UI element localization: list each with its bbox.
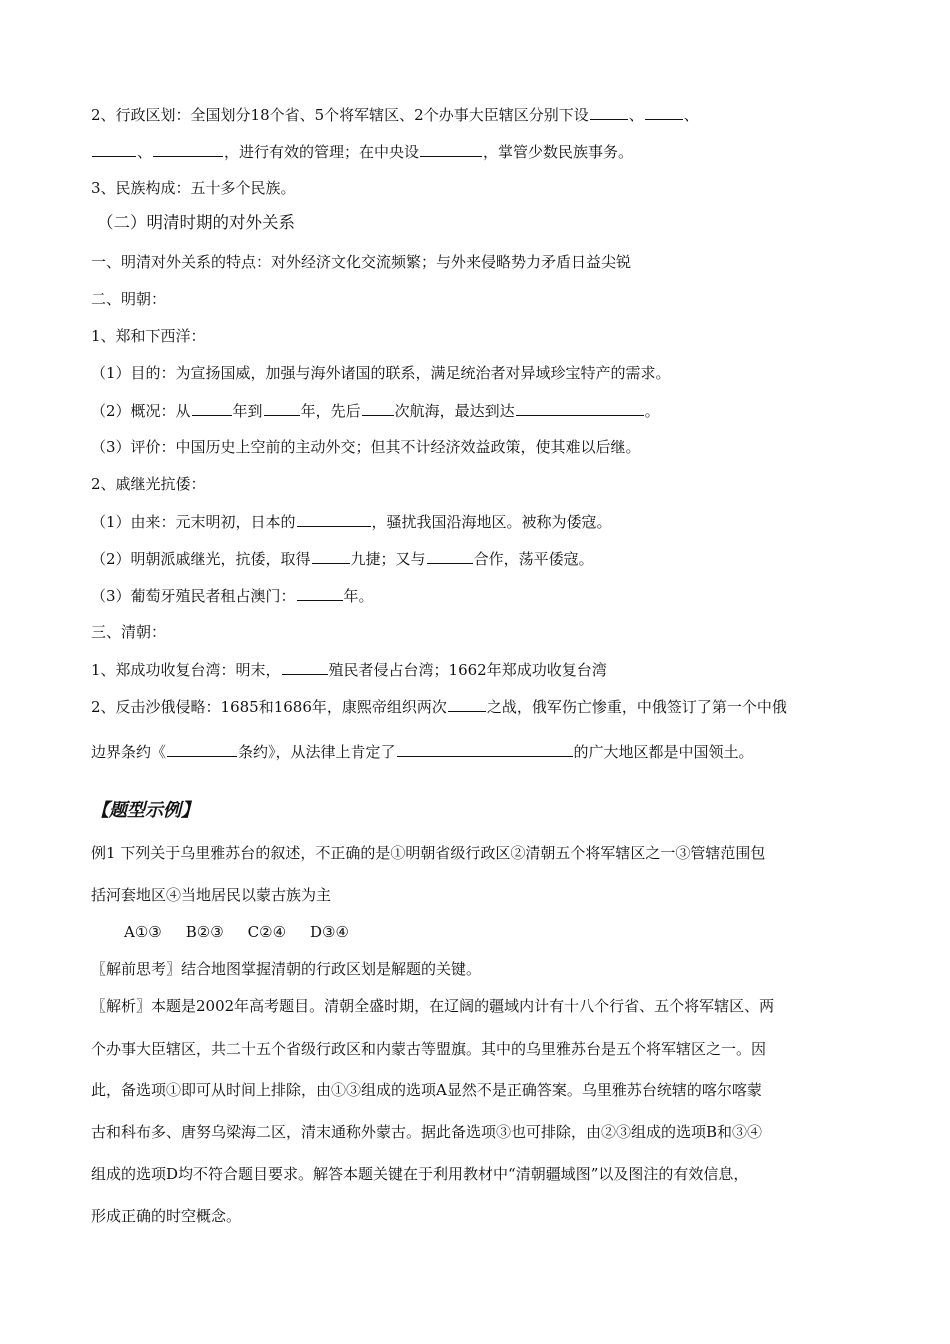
- fill-blank: [297, 511, 371, 527]
- text-segment: ，掌管少数民族事务。: [483, 143, 634, 161]
- text-segment: 边界条约《: [91, 743, 167, 761]
- analysis-line: 个办事大臣辖区，共二十五个省级行政区和内蒙古等盟旗。其中的乌里雅苏台是五个将军辖区之一。因: [91, 1040, 767, 1058]
- admin-division-line-2: [91, 141, 633, 162]
- text-segment: 次航海，最达到达: [394, 402, 515, 420]
- text-line: 一、明清对外关系的特点：对外经济文化交流频繁；与外来侵略势力矛盾日益尖锐: [91, 253, 632, 271]
- fill-blank: [192, 400, 232, 416]
- fill-blank: [516, 400, 644, 416]
- text-line: （1）目的：为宣扬国威，加强与海外诸国的联系，满足统治者对异域珍宝特产的需求。: [91, 364, 671, 382]
- text-segment: 合作，荡平倭寇。: [473, 550, 594, 568]
- text-segment: 2、行政区划：全国划分18个省、5个将军辖区、2个办事大臣辖区分别下设: [91, 106, 589, 124]
- option-a: A①③: [124, 923, 162, 941]
- text-segment: 条约》，从法律上肯定了: [238, 743, 396, 761]
- ethnic-composition-line: 3、民族构成：五十多个民族。: [91, 179, 296, 197]
- text-segment: 殖民者侵占台湾；1662年郑成功收复台湾: [328, 661, 607, 679]
- fill-blank: [590, 104, 628, 120]
- fill-blank: [312, 548, 350, 564]
- text-segment: （2）概况：从: [91, 402, 191, 420]
- fill-blank: [427, 548, 473, 564]
- text-line: [91, 548, 594, 569]
- text-line: [91, 585, 374, 606]
- text-segment: 、: [683, 106, 699, 124]
- analysis-line: 形成正确的时空概念。: [91, 1207, 242, 1225]
- text-segment: 年。: [343, 587, 374, 605]
- text-line: 三、清朝：: [91, 623, 167, 641]
- text-segment: 。: [644, 402, 660, 420]
- admin-division-line: [91, 104, 699, 125]
- text-line: [91, 400, 660, 421]
- analysis-line: 此，备选项①即可从时间上排除，由①③组成的选项A显然不是正确答案。乌里雅苏台统辖的喀尔喀蒙: [91, 1081, 762, 1099]
- question-line: 例1 下列关于乌里雅苏台的叙述，不正确的是①明朝省级行政区②清朝五个将军辖区之一③管辖范围包: [91, 844, 766, 862]
- fill-blank: [397, 741, 573, 757]
- fill-blank: [153, 141, 223, 157]
- text-segment: 、: [628, 106, 644, 124]
- text-segment: 年到: [232, 402, 263, 420]
- text-segment: 2、反击沙俄侵略：1685和1686年，康熙帝组织两次: [91, 698, 447, 716]
- fill-blank: [282, 659, 328, 675]
- text-segment: ，进行有效的管理；在中央设: [224, 143, 420, 161]
- text-segment: ，骚扰我国沿海地区。被称为倭寇。: [371, 513, 612, 531]
- analysis-line: 组成的选项D均不符合题目要求。解答本题关键在于利用教材中“清朝疆域图”以及图注的有效信息，: [91, 1165, 749, 1183]
- pre-thinking-line: 〖解前思考〗结合地图掌握清朝的行政区划是解题的关键。: [91, 960, 482, 978]
- text-line: 二、明朝：: [91, 290, 167, 308]
- fill-blank: [362, 400, 394, 416]
- fill-blank: [448, 696, 486, 712]
- text-segment: （3）葡萄牙殖民者租占澳门：: [91, 587, 296, 605]
- question-line: 括河套地区④当地居民以蒙古族为主: [91, 886, 332, 904]
- option-d: D③④: [310, 923, 349, 941]
- analysis-line: 古和科布多、唐努乌梁海二区，清末通称外蒙古。据此备选项③也可排除，由②③组成的选项B和③④: [91, 1123, 763, 1141]
- text-line: [91, 511, 612, 532]
- fill-blank: [420, 141, 482, 157]
- text-line: [91, 659, 607, 680]
- text-line: [91, 696, 787, 717]
- answer-options: [124, 922, 373, 942]
- text-line: 1、郑和下西洋：: [91, 327, 206, 345]
- text-segment: 的广大地区都是中国领土。: [573, 743, 754, 761]
- fill-blank: [645, 104, 683, 120]
- fill-blank: [264, 400, 300, 416]
- analysis-line: 〖解析〗本题是2002年高考题目。清朝全盛时期，在辽阔的疆域内计有十八个行省、五个将军辖区、两: [91, 997, 775, 1015]
- text-segment: 1、郑成功收复台湾：明末，: [91, 661, 281, 679]
- text-segment: 年，先后: [300, 402, 361, 420]
- text-segment: 之战，俄军伤亡惨重，中俄签订了第一个中俄: [486, 698, 787, 716]
- text-line: [91, 741, 754, 762]
- text-line: 2、戚继光抗倭：: [91, 475, 206, 493]
- section-heading: （二）明清时期的对外关系: [97, 213, 295, 232]
- fill-blank: [92, 141, 136, 157]
- text-line: （3）评价：中国历史上空前的主动外交；但其不计经济效益政策，使其难以后继。: [91, 438, 641, 456]
- text-segment: （1）由来：元末明初，日本的: [91, 513, 296, 531]
- text-segment: 、: [137, 143, 153, 161]
- text-segment: （2）明朝派戚继光，抗倭，取得: [91, 550, 311, 568]
- text-segment: 九捷；又与: [350, 550, 426, 568]
- option-b: B②③: [185, 923, 224, 941]
- example-heading: 【题型示例】: [91, 800, 199, 821]
- option-c: C②④: [247, 923, 287, 941]
- fill-blank: [167, 741, 237, 757]
- fill-blank: [297, 585, 343, 601]
